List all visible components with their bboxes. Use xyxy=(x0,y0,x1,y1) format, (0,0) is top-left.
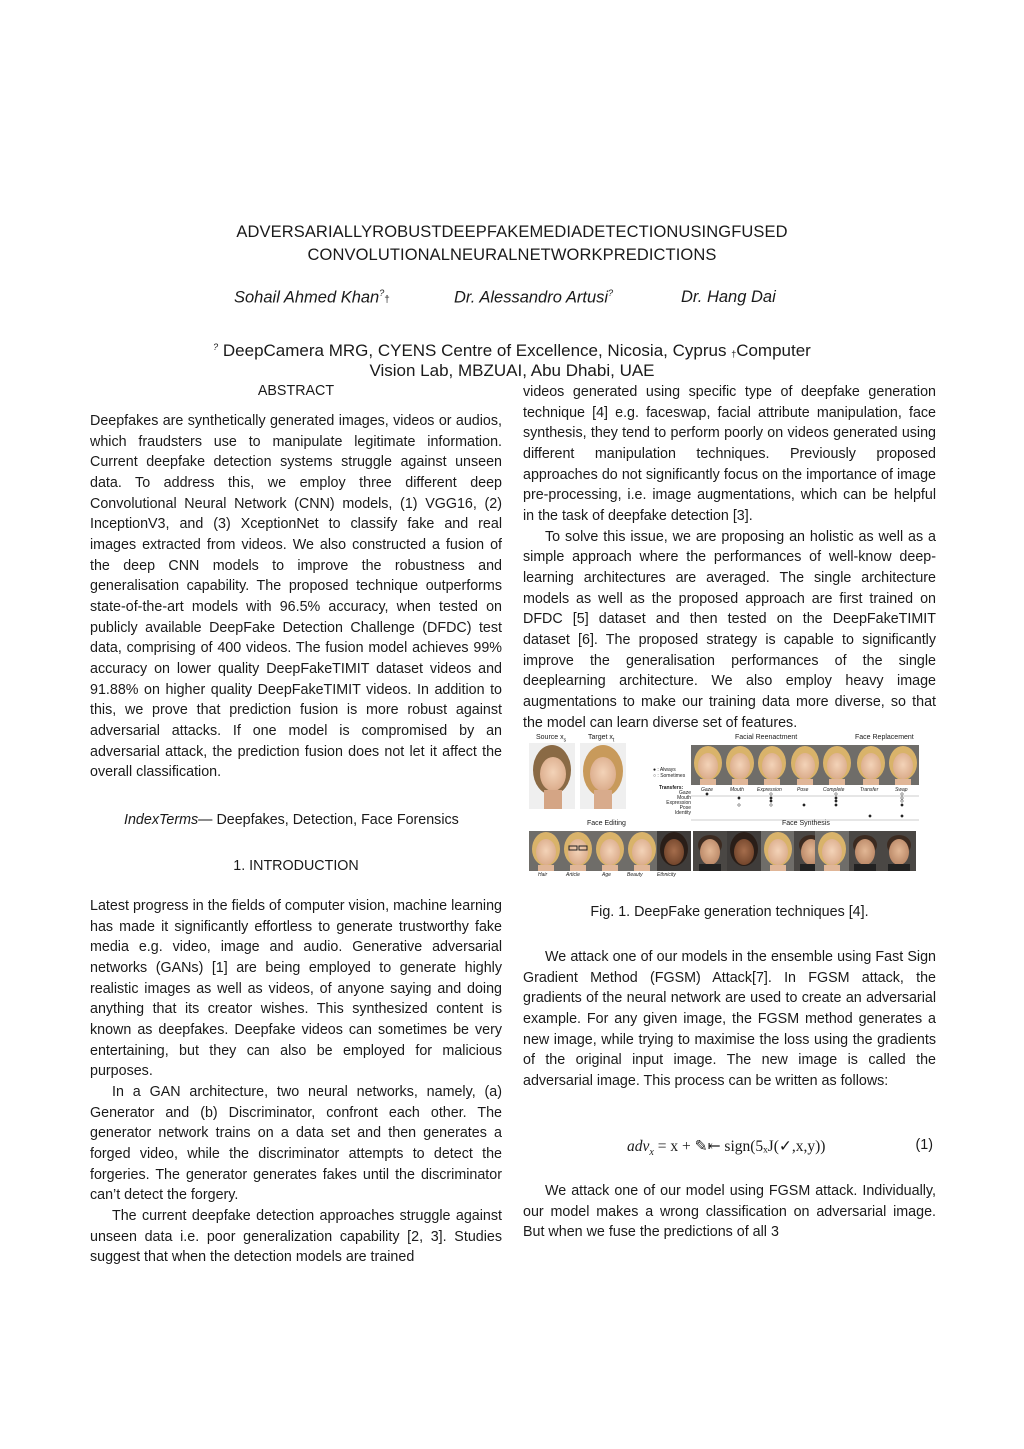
face-synthesis-faces xyxy=(693,831,916,871)
intro-paragraph-3: The current deepfake detection approaches struggle against unseen data i.e. poor generalization capability [2, 3]. Studies suggest that when the detection models are trained xyxy=(90,1207,502,1266)
label-face-synthesis: Face Synthesis xyxy=(782,820,830,827)
label-facial-reenactment: Facial Reenactment xyxy=(735,734,798,741)
right-paragraph-4: We attack one of our model using FGSM attack. Individually, our model makes a wrong classification on adversarial image. But when we fuse the predictions of all 3 xyxy=(523,1183,936,1241)
label-face-editing: Face Editing xyxy=(587,820,626,827)
introduction-body xyxy=(90,896,502,1268)
right-paragraph-2: To solve this issue, we are proposing an holistic as well as a simple approach where the performances of well-know deep-learning architectures are averaged. The single architecture models as well as the proposed approach are first trained on DFDC [5] dataset and then tested on the DeepFakeTIMIT dataset [6]. The proposed strategy is capable to significantly improve the generalisation performances of the single deeplearning architecture. We also employ heavy image augmentations to make our training data more diverse, so that the model can learn diverse set of features. xyxy=(523,528,936,731)
paper-title-line-1: ADVERSARIALLYROBUSTDEEPFAKEMEDIADETECTIONUSINGFUSED xyxy=(236,223,788,241)
abstract-heading: ABSTRACT xyxy=(257,383,335,399)
section-heading-introduction: 1. INTRODUCTION xyxy=(233,858,359,874)
author-2: Dr. Alessandro Artusi? xyxy=(454,288,614,307)
right-column-top xyxy=(523,382,936,733)
abstract-body: Deepfakes are synthetically generated images, videos or audios, which fraudsters use to manipulate legitimate information. Current deepfake detection systems struggle against unseen data. To address this, we employ three different deep Convolutional Neural Network (CNN) models, (1) VGG16, (2) InceptionV3, and (3) XceptionNet to classify fake and real images extracted from videos. We also constructed a fusion of the deep CNN models to improve the robustness and generalisation capability. The proposed technique outperforms state-of-the-art models with 96.5% accuracy, when tested on publicly available DeepFake Detection Challenge (DFDC) test data, comprising of 400 videos. The fusion model achieves 99% accuracy on lower quality DeepFakeTIMIT dataset videos and 91.88% on higher quality DeepFakeTIMIT videos. In addition to this, we prove that prediction fusion is more robust against adversarial attacks. If one model is compromised by an adversarial attack, the prediction fusion does not let it affect the overall classification. xyxy=(90,413,502,781)
author-list xyxy=(0,288,1024,312)
replacement-faces xyxy=(854,745,919,785)
intro-paragraph-1: Latest progress in the fields of computer vision, machine learning has made it significantly effortless to generate trustworthy fake media e.g. video, image and audio. Generative adversarial networks (GANs) [1] are being employed to generate highly realistic images as well as videos, of anyone saying and doing anything that its creator wishes. This synthesized content is known as deepfakes. Deepfake videos can sometimes be very entertaining, but they can also be employed for malicious purposes. xyxy=(90,898,502,1080)
right-column-middle xyxy=(523,947,936,1092)
source-face-image xyxy=(529,743,575,809)
affiliation-line-1: ? DeepCamera MRG, CYENS Centre of Excellence, Nicosia, Cyprus †Computer xyxy=(213,341,811,360)
equation-1 xyxy=(523,1137,936,1161)
figure-1-graphic xyxy=(527,734,919,880)
transfer-matrix-dots xyxy=(706,793,903,817)
affiliation-line-2: Vision Lab, MBZUAI, Abu Dhabi, UAE xyxy=(369,361,655,380)
intro-paragraph-2: In a GAN architecture, two neural networks, namely, (a) Generator and (b) Discriminator, confront each other. The generator network trains on a data set and then generates a forged video, while the discriminator attempts to detect the forgeries. The generator generates fakes until the discriminator can’t detect the forgery. xyxy=(90,1083,502,1204)
label-face-replacement: Face Replacement xyxy=(855,734,914,741)
figure-1: Source $x_s$ Target $x_t$ Facial Reenactment Face Replacement ● : Always ○ : Sometimes Transfers: Gaze Mouth Expression Pose Identity Gaze Mouth Expression Pose Complete Transfer Swap Face Editing Face Synthesis Hair Article Age Beauty Ethnicity xyxy=(527,734,919,880)
figure-1-caption: Fig. 1. DeepFake generation techniques [4]. xyxy=(590,904,869,920)
right-paragraph-1: videos generated using specific type of deepfake generation technique [4] e.g. faceswap, facial attribute manipulation, face synthesis, they tend to perform poorly on videos generated using different manipulation techniques. Previously proposed approaches do not significantly focus on the importance of image pre-processing, i.e. image augmentations, which can be helpful in the task of deepfake detection [3]. xyxy=(523,384,936,524)
equation-number: (1) xyxy=(915,1137,933,1153)
index-terms: IndexTerms— Deepfakes, Detection, Face Forensics xyxy=(124,812,459,828)
right-paragraph-3: We attack one of our models in the ensemble using Fast Sign Gradient Method (FGSM) Attack[7]. In FGSM attack, the gradients of the neural network are used to create an adversarial example. For any given image, the FGSM method generates a new image, while trying to maximise the loss using the gradients of the original input image. The new image is called the adversarial image. This process can be written as follows: xyxy=(523,949,936,1089)
transfer-row-labels: Transfers: Gaze Mouth Expression Pose Identity xyxy=(659,785,691,816)
label-source: Source $x_s$ xyxy=(536,734,567,744)
right-column-bottom xyxy=(523,1181,936,1243)
label-target: Target $x_t$ xyxy=(588,734,615,744)
author-3: Dr. Hang Dai xyxy=(681,288,776,306)
equation-body: adv$_x$ = x + ✎⇤ sign(5ₓJ(✓,x,y)) xyxy=(627,1138,826,1159)
face-editing-faces xyxy=(529,831,691,871)
paper-title-line-2: CONVOLUTIONALNEURALNETWORKPREDICTIONS xyxy=(307,246,717,264)
target-face-image xyxy=(580,743,626,809)
author-1: Sohail Ahmed Khan?† xyxy=(234,288,390,307)
reenactment-faces xyxy=(691,745,854,785)
legend: ● : Always ○ : Sometimes xyxy=(653,767,686,779)
